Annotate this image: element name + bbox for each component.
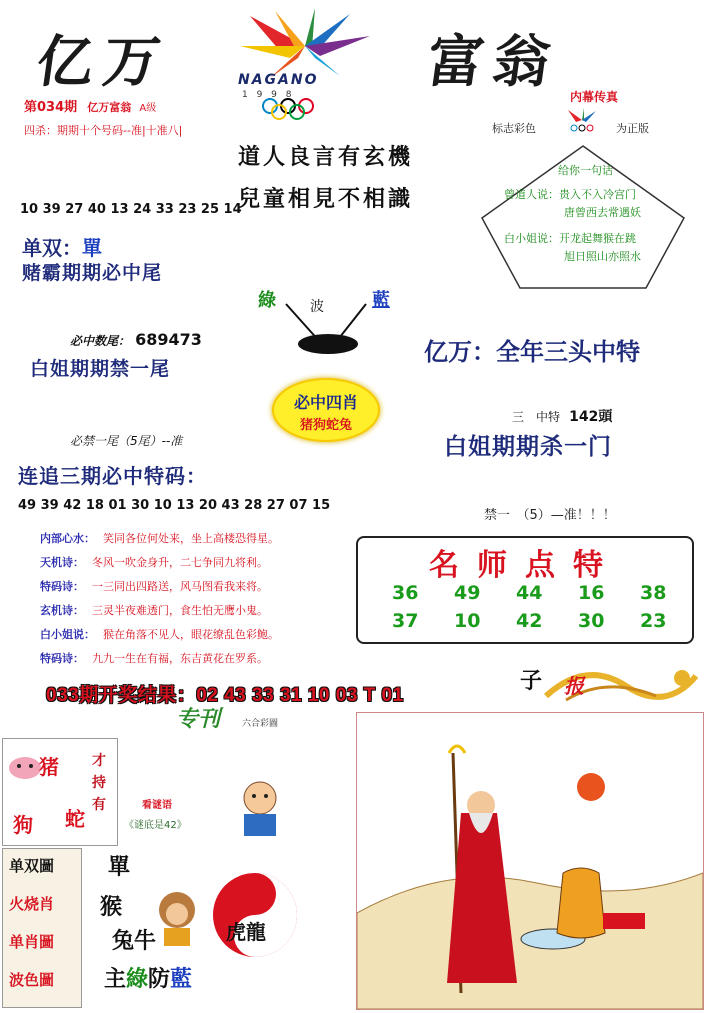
mingshi-number: 42 xyxy=(516,610,543,632)
lan-char: 藍 xyxy=(170,966,193,992)
list-item: 单双圖 xyxy=(9,857,55,875)
list-box xyxy=(2,848,82,1008)
mingshi-number: 44 xyxy=(516,582,543,604)
lv-char: 綠 xyxy=(126,966,149,992)
badge: 看谜语 xyxy=(142,800,172,811)
poem-row xyxy=(40,554,268,570)
bowl-right: 藍 xyxy=(372,290,390,311)
neimu-row1-line1: 贵入不入冷宫门 xyxy=(559,188,636,201)
list-item: 火烧肖 xyxy=(9,895,55,913)
neimu-row1-label: 曾道人说： xyxy=(504,188,559,201)
issue-number: 第034期 xyxy=(24,100,78,115)
title-left: 亿万 xyxy=(32,29,175,95)
subtitle: 四杀：期期十个号码--准|十准八| xyxy=(24,124,183,137)
fang-char: 防 xyxy=(148,966,171,992)
poem-text: 笑同各位何处来，坐上高楼恐得星。 xyxy=(103,532,279,545)
neimu-title: 内幕传真 xyxy=(570,90,619,104)
vertical-text: 才持有 xyxy=(92,753,106,813)
sixiao-oval xyxy=(272,378,380,442)
poem-row xyxy=(40,626,279,642)
issue-line xyxy=(24,96,156,115)
dan-shuang-value: 單 xyxy=(82,236,102,260)
tuniu-chars: 兔牛 xyxy=(112,928,157,954)
zibao-banner xyxy=(506,656,702,712)
list-item: 波色圖 xyxy=(9,971,55,989)
sanzhong-value: 142頭 xyxy=(569,409,613,425)
child-cartoon-icon xyxy=(210,770,300,840)
jinyi-right: 禁一 （5）—准！！！ xyxy=(484,508,616,523)
yin-yang-icon xyxy=(210,870,300,960)
neimu-left: 标志彩色 xyxy=(492,122,536,135)
neimu-row2-line2: 旭日照山亦照水 xyxy=(564,250,641,263)
logo-text: NAGANO xyxy=(238,72,319,88)
poem-list xyxy=(0,524,360,674)
brand-small: 亿万富翁 xyxy=(87,101,132,114)
zibao-zi: 子 xyxy=(520,668,543,694)
neimu-subtitle: 给你一句话 xyxy=(558,164,613,177)
logo-year: 1 9 9 8 xyxy=(242,90,295,100)
jinyi-left: 必禁一尾（5尾）--准 xyxy=(70,434,183,448)
result-line: 033期开奖结果：02 43 33 31 10 03 T 01 xyxy=(46,685,404,706)
neimu-panel xyxy=(478,84,688,294)
mingshi-number: 10 xyxy=(454,610,481,632)
grade: A级 xyxy=(139,103,157,114)
zhu-lv-fang-lan xyxy=(104,962,192,993)
bowl-left: 綠 xyxy=(258,290,276,311)
dan-shuang-label: 单双： xyxy=(22,236,82,260)
badge-sub: 《谜底是42》 xyxy=(124,820,187,831)
poem-label: 天机诗： xyxy=(40,556,84,569)
zibao-bao: 报 xyxy=(564,674,584,698)
poem-text: 猴在角落不见人，眼花缭乱色彩鲍。 xyxy=(103,628,279,641)
bowl-center: 波 xyxy=(310,299,324,315)
poem-row xyxy=(40,578,268,594)
mingshi-number: 37 xyxy=(392,610,419,632)
zhuankan-title: 专刊 xyxy=(176,706,221,732)
bottom-left-panel xyxy=(0,730,350,1008)
animal-pig: 猪 xyxy=(39,755,59,779)
mingshi-title: 名师点特 xyxy=(429,548,621,583)
poem-label: 特码诗： xyxy=(40,580,84,593)
mingshi-box xyxy=(356,536,694,644)
neimu-row1-line2: 唐曾西去常遇妖 xyxy=(564,206,641,219)
sage-illustration xyxy=(356,712,704,1010)
poem-row xyxy=(40,530,279,546)
mingshi-number: 36 xyxy=(392,582,419,604)
bizhong-wei-label: 必中数尾： xyxy=(70,334,131,348)
numbers-top: 10 39 27 40 13 24 33 23 25 14 xyxy=(20,202,242,217)
poem-text: 三灵半夜难透门，食生怕无鹰小鬼。 xyxy=(92,604,268,617)
lianzhui-numbers: 49 39 42 18 01 30 10 13 20 43 28 27 07 15 xyxy=(18,498,331,513)
mingshi-number: 16 xyxy=(578,582,605,604)
dan-char: 單 xyxy=(108,854,131,880)
sanzhong xyxy=(512,406,612,426)
poem-row xyxy=(40,650,268,666)
dan-shuang-tagline: 赌霸期期必中尾 xyxy=(22,262,163,284)
poem-label: 白小姐说： xyxy=(40,628,95,641)
zhuankan-sub: 六合彩圖 xyxy=(242,719,279,729)
mingshi-number: 38 xyxy=(640,582,667,604)
poem-line-2: 兒童相見不相識 xyxy=(238,186,414,212)
sanzhong-tagline: 白姐期期杀一门 xyxy=(444,433,612,460)
poem-row xyxy=(40,602,268,618)
mingshi-number: 49 xyxy=(454,582,481,604)
poem-text: 冬风一吹金身升，二七争同九将利。 xyxy=(92,556,268,569)
sanzhong-label: 三 中特 xyxy=(512,410,561,424)
bowl-graphic xyxy=(256,282,396,362)
title-right: 富翁 xyxy=(422,29,565,95)
list-item: 单肖圖 xyxy=(9,933,55,951)
dan-shuang xyxy=(22,232,102,261)
animal-snake: 蛇 xyxy=(65,807,85,831)
bizhong-wei xyxy=(70,330,202,349)
olympic-rings-icon xyxy=(258,98,348,120)
hou-char: 猴 xyxy=(100,894,123,920)
monkey-cartoon-icon xyxy=(142,880,212,950)
poem-text: 一三同出四路送，风马图看我来将。 xyxy=(92,580,268,593)
neimu-row2 xyxy=(504,230,636,246)
mini-logo-icon xyxy=(562,108,602,134)
mingshi-number: 30 xyxy=(578,610,605,632)
sage-scene-icon xyxy=(357,713,703,1009)
bizhong-wei-value: 689473 xyxy=(135,330,202,349)
poem-label: 玄机诗： xyxy=(40,604,84,617)
poem-label: 特码诗： xyxy=(40,652,84,665)
animal-dog: 狗 xyxy=(13,813,33,837)
hulong-chars: 虎龍 xyxy=(226,920,266,944)
lianzhui-title: 连追三期必中特码： xyxy=(18,464,207,488)
poem-text: 九九一生在有福，东吉黄花在罗系。 xyxy=(92,652,268,665)
neimu-row2-label: 白小姐说： xyxy=(504,232,559,245)
neimu-row1 xyxy=(504,186,636,202)
nagano-logo xyxy=(220,6,390,121)
sixiao-title: 必中四肖 xyxy=(293,393,358,412)
neimu-row2-line1: 开龙起舞猴在跳 xyxy=(559,232,636,245)
neimu-right: 为正版 xyxy=(616,122,649,135)
poem-line-1: 道人良言有玄機 xyxy=(238,144,414,170)
quannian: 亿万：全年三头中特 xyxy=(424,337,640,366)
zhuankan-banner xyxy=(156,700,316,730)
poem-label: 内部心水： xyxy=(40,532,95,545)
zhu-char: 主 xyxy=(104,966,127,992)
bizhong-wei-tagline: 白姐期期禁一尾 xyxy=(30,358,171,380)
mingshi-number: 23 xyxy=(640,610,667,632)
sixiao-animals: 猪狗蛇兔 xyxy=(299,418,352,433)
